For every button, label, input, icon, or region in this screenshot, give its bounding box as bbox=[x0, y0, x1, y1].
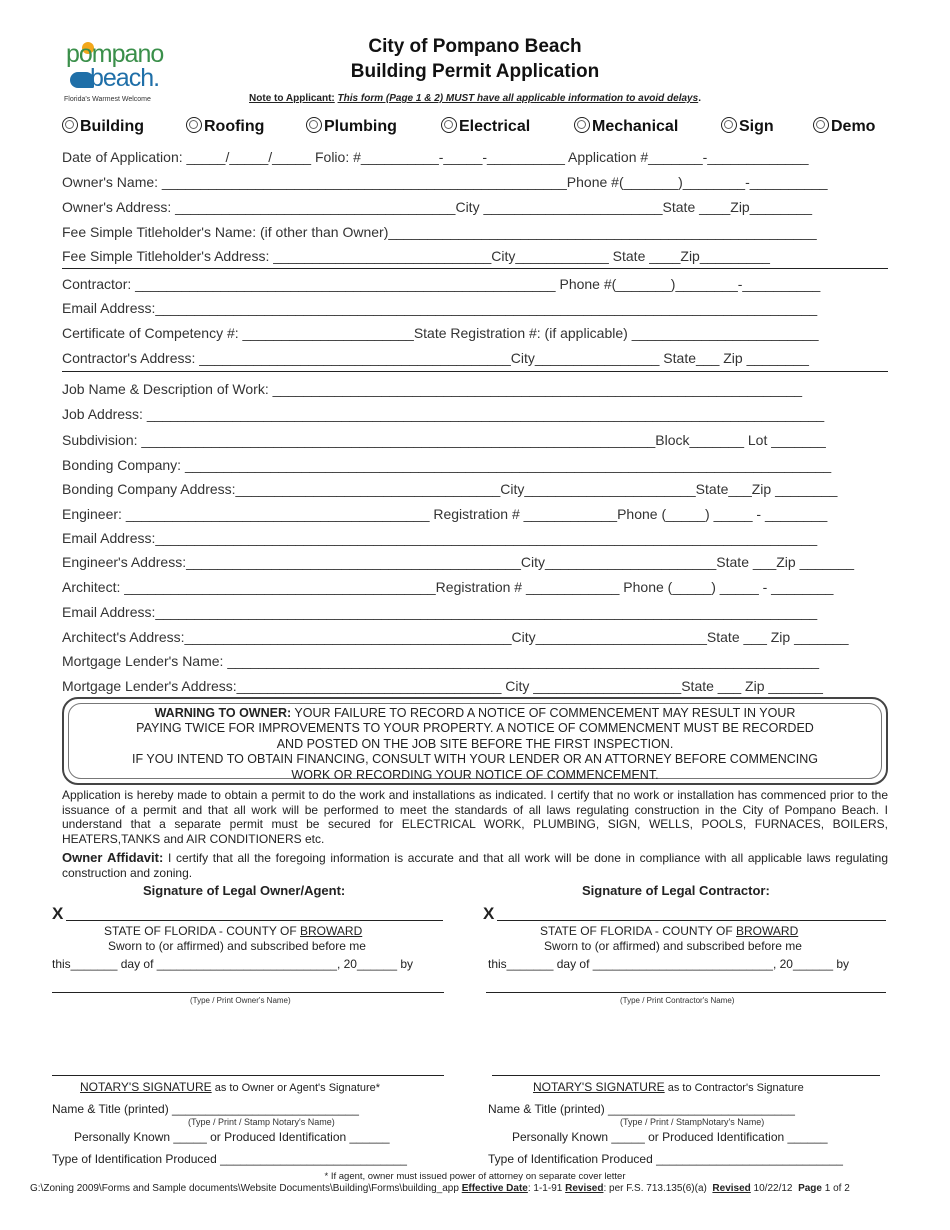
owner-notary-line[interactable] bbox=[52, 1075, 444, 1076]
subdivision-field[interactable]: Subdivision: __________________________________________________________________Block_______ Lot _______ bbox=[62, 432, 826, 448]
contractor-id-type[interactable]: Type of Identification Produced ____________________________ bbox=[488, 1152, 843, 1166]
contractor-sworn-text: Sworn to (or affirmed) and subscribed before me bbox=[544, 939, 802, 953]
section-divider bbox=[62, 268, 888, 269]
type-electrical[interactable]: Electrical bbox=[441, 117, 530, 136]
owner-signature-line[interactable] bbox=[66, 920, 443, 921]
owner-notary-name-title[interactable]: Name & Title (printed) ____________________________ bbox=[52, 1102, 359, 1116]
warning-line-3: AND POSTED ON THE JOB SITE BEFORE THE FIRST INSPECTION. bbox=[276, 737, 674, 751]
bonding-address-field[interactable]: Bonding Company Address:__________________________________City______________________State___Zip ________ bbox=[62, 481, 838, 497]
job-address-field[interactable]: Job Address: _______________________________________________________________________________________ bbox=[62, 406, 825, 422]
type-demo[interactable]: Demo bbox=[813, 117, 875, 136]
agent-footnote: * If agent, owner must issued power of attorney on separate cover letter bbox=[324, 1171, 626, 1182]
type-roofing[interactable]: Roofing bbox=[186, 117, 264, 136]
warning-line-1: WARNING TO OWNER: YOUR FAILURE TO RECORD A NOTICE OF COMMENCEMENT MAY RESULT IN YOUR bbox=[154, 706, 796, 720]
owner-print-caption: (Type / Print Owner's Name) bbox=[190, 996, 291, 1005]
engineer-field[interactable]: Engineer: _______________________________________ Registration # ____________Phone (_____) _____ - ________ bbox=[62, 506, 828, 522]
type-plumbing[interactable]: Plumbing bbox=[306, 117, 397, 136]
contractor-print-name-line[interactable] bbox=[486, 992, 886, 993]
contractor-date-line[interactable]: this_______ day of ___________________________, 20______ by bbox=[488, 957, 850, 971]
contractor-personally-known[interactable]: Personally Known _____ or Produced Identification ______ bbox=[512, 1130, 828, 1144]
owner-notary-stamp-caption: (Type / Print / Stamp Notary's Name) bbox=[188, 1117, 335, 1127]
section-divider bbox=[62, 371, 888, 372]
contractor-state-county: STATE OF FLORIDA - COUNTY OF BROWARD bbox=[540, 924, 799, 938]
radio-icon bbox=[306, 117, 322, 133]
contractor-print-caption: (Type / Print Contractor's Name) bbox=[620, 996, 735, 1005]
form-title: Building Permit Application bbox=[350, 61, 600, 82]
owner-id-type[interactable]: Type of Identification Produced ____________________________ bbox=[52, 1152, 407, 1166]
architect-email-field[interactable]: Email Address:_____________________________________________________________________________________ bbox=[62, 604, 818, 620]
bonding-company-field[interactable]: Bonding Company: ___________________________________________________________________________________ bbox=[62, 457, 832, 473]
note-to-applicant: Note to Applicant: This form (Page 1 & 2) MUST have all applicable information to avoid delays. bbox=[249, 93, 701, 104]
contractor-signature-heading: Signature of Legal Contractor: bbox=[582, 883, 770, 898]
contractor-notary-stamp-caption: (Type / Print / StampNotary's Name) bbox=[620, 1117, 765, 1127]
note-text: This form (Page 1 & 2) MUST have all applicable information to avoid delays bbox=[337, 93, 699, 104]
logo-word-beach: beach. bbox=[90, 64, 160, 92]
titleholder-address-field[interactable]: Fee Simple Titleholder's Address: ____________________________City____________ State ____Zip_________ bbox=[62, 248, 770, 264]
owner-sworn-text: Sworn to (or affirmed) and subscribed before me bbox=[108, 939, 366, 953]
date-folio-application-field[interactable]: Date of Application: _____/_____/_____ Folio: #__________-_____-__________ Application #_______-_____________ bbox=[62, 149, 809, 165]
application-statement: Application is hereby made to obtain a permit to do the work and installations as indicated. I certify that no work or installation has commenced prior to the issuance of a permit and that all work will be performed to meet the standards of all laws regulating construction in the City of Pompano Beach. I understand that a separate permit must be secured for ELECTRICAL WORK, PLUMBING, SIGN, WELLS, POOLS, FURNACES, BOILERS, HEATERS,TANKS and AIR CONDITIONERS etc. bbox=[62, 788, 888, 846]
radio-icon bbox=[186, 117, 202, 133]
contractor-notary-line[interactable] bbox=[492, 1075, 880, 1076]
owner-personally-known[interactable]: Personally Known _____ or Produced Identification ______ bbox=[74, 1130, 390, 1144]
owner-print-name-line[interactable] bbox=[52, 992, 444, 993]
owner-address-field[interactable]: Owner's Address: ____________________________________City _______________________State ____Zip________ bbox=[62, 199, 813, 215]
contractor-email-field[interactable]: Email Address:_____________________________________________________________________________________ bbox=[62, 300, 818, 316]
owner-date-line[interactable]: this_______ day of ___________________________, 20______ by bbox=[52, 957, 414, 971]
radio-icon bbox=[813, 117, 829, 133]
engineer-address-field[interactable]: Engineer's Address:___________________________________________City______________________State ___Zip _______ bbox=[62, 554, 855, 570]
architect-address-field[interactable]: Architect's Address:__________________________________________City______________________State ___ Zip _______ bbox=[62, 629, 849, 645]
mortgage-lender-address-field[interactable]: Mortgage Lender's Address:__________________________________ City ___________________State ___ Zip _______ bbox=[62, 678, 823, 694]
contractor-notary-name-title[interactable]: Name & Title (printed) ____________________________ bbox=[488, 1102, 795, 1116]
contractor-x-mark: X bbox=[483, 904, 495, 923]
certificate-field[interactable]: Certificate of Competency #: ______________________State Registration #: (if applicable) ________________________ bbox=[62, 325, 819, 341]
owner-name-field[interactable]: Owner's Name: ____________________________________________________Phone #(_______)________-__________ bbox=[62, 174, 828, 190]
logo-tagline: Florida's Warmest Welcome bbox=[64, 96, 151, 103]
owner-affidavit: Owner Affidavit: I certify that all the foregoing information is accurate and that all work will be done in compliance with all applicable laws regulating construction and zoning. bbox=[62, 850, 888, 880]
owner-state-county: STATE OF FLORIDA - COUNTY OF BROWARD bbox=[104, 924, 363, 938]
footer-line: G:\Zoning 2009\Forms and Sample documents\Website Documents\Building\Forms\building_app Effective Date: 1-1-91 Revised: per F.S. 713.135(6)(a) Revised 10/22/12 Page 1 of 2 bbox=[30, 1183, 850, 1194]
titleholder-name-field[interactable]: Fee Simple Titleholder's Name: (if other than Owner)_______________________________________________________ bbox=[62, 224, 817, 240]
type-mechanical[interactable]: Mechanical bbox=[574, 117, 678, 136]
radio-icon bbox=[441, 117, 457, 133]
engineer-email-field[interactable]: Email Address:_____________________________________________________________________________________ bbox=[62, 530, 818, 546]
radio-icon bbox=[62, 117, 78, 133]
note-label: Note to Applicant: bbox=[249, 93, 335, 104]
contractor-signature-line[interactable] bbox=[497, 920, 886, 921]
warning-line-4: IF YOU INTEND TO OBTAIN FINANCING, CONSULT WITH YOUR LENDER OR AN ATTORNEY BEFORE COMMENCING bbox=[132, 752, 818, 766]
affidavit-label: Owner Affidavit: bbox=[62, 850, 164, 865]
logo-word-pompano: pompano bbox=[66, 40, 164, 68]
mortgage-lender-name-field[interactable]: Mortgage Lender's Name: ____________________________________________________________________________ bbox=[62, 653, 820, 669]
contractor-address-field[interactable]: Contractor's Address: ________________________________________City________________ State___ Zip ________ bbox=[62, 350, 809, 366]
warning-line-2: PAYING TWICE FOR IMPROVEMENTS TO YOUR PROPERTY. A NOTICE OF COMMENCMENT MUST BE RECORDED bbox=[136, 721, 814, 735]
city-title: City of Pompano Beach bbox=[368, 36, 582, 57]
owner-signature-heading: Signature of Legal Owner/Agent: bbox=[143, 883, 346, 898]
type-sign[interactable]: Sign bbox=[721, 117, 774, 136]
contractor-field[interactable]: Contractor: ______________________________________________________ Phone #(_______)________-__________ bbox=[62, 276, 821, 292]
contractor-notary-signature-label: NOTARY'S SIGNATURE as to Contractor's Signature bbox=[533, 1080, 804, 1094]
job-name-field[interactable]: Job Name & Description of Work: ____________________________________________________________________ bbox=[62, 381, 803, 397]
warning-line-5: WORK OR RECORDING YOUR NOTICE OF COMMENCEMENT. bbox=[291, 768, 659, 782]
page-number: 1 of 2 bbox=[821, 1183, 850, 1194]
radio-icon bbox=[721, 117, 737, 133]
owner-notary-signature-label: NOTARY'S SIGNATURE as to Owner or Agent's Signature* bbox=[80, 1080, 381, 1094]
owner-x-mark: X bbox=[52, 904, 64, 923]
radio-icon bbox=[574, 117, 590, 133]
file-path: G:\Zoning 2009\Forms and Sample documents\Website Documents\Building\Forms\building_app bbox=[30, 1183, 459, 1194]
architect-field[interactable]: Architect: ________________________________________Registration # ____________ Phone (_____) _____ - ________ bbox=[62, 579, 834, 595]
type-building[interactable]: Building bbox=[62, 117, 144, 136]
